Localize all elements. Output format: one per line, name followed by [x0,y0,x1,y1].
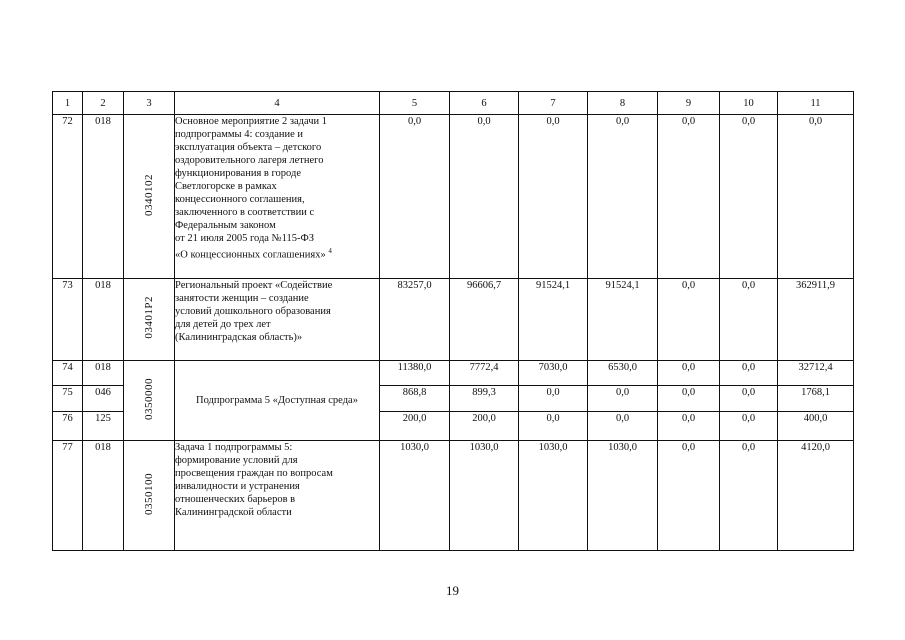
item-description: Региональный проект «Содействие занятости женщин – создание условий дошкольного образования для детей до трех лет (Калининградская область)» [175,279,380,361]
column-header: 10 [720,92,778,115]
value-cell: 4120,0 [778,441,854,551]
ministry-code: 018 [83,441,124,551]
column-header: 4 [175,92,380,115]
column-header: 1 [53,92,83,115]
row-number: 73 [53,279,83,361]
value-cell: 0,0 [720,115,778,279]
table-row [53,361,854,386]
value-cell: 868,8 [380,386,450,412]
row-number: 76 [53,412,83,441]
value-cell: 0,0 [658,412,720,441]
value-cell: 0,0 [658,115,720,279]
value-cell: 1030,0 [519,441,588,551]
value-cell: 0,0 [658,361,720,386]
target-article-code: 0340102 [142,173,155,216]
value-cell: 96606,7 [450,279,519,361]
item-description: Задача 1 подпрограммы 5: формирование условий для просвещения граждан по вопросам инвалидности и устранения отношенческих барьеров в Калининградской области [175,441,380,551]
ministry-code: 125 [83,412,124,441]
target-article-code: 0350000 [142,377,155,420]
table-row [53,115,854,279]
value-cell: 91524,1 [519,279,588,361]
target-article-code: 03401P2 [142,296,155,339]
value-cell: 0,0 [720,361,778,386]
subprogram-title: Подпрограмма 5 «Доступная среда» [175,361,380,441]
value-cell: 0,0 [658,441,720,551]
value-cell: 0,0 [658,279,720,361]
value-cell: 83257,0 [380,279,450,361]
value-cell: 0,0 [720,279,778,361]
target-article-cell [124,441,175,551]
value-cell: 1030,0 [380,441,450,551]
column-header: 6 [450,92,519,115]
column-header: 9 [658,92,720,115]
value-cell: 0,0 [588,115,658,279]
table-row [53,441,854,551]
value-cell: 32712,4 [778,361,854,386]
value-cell: 1768,1 [778,386,854,412]
value-cell: 0,0 [588,386,658,412]
target-article-cell [124,361,175,441]
table-row [53,279,854,361]
row-number: 77 [53,441,83,551]
value-cell: 7772,4 [450,361,519,386]
value-cell: 91524,1 [588,279,658,361]
budget-table [52,91,854,551]
row-number: 75 [53,386,83,412]
column-header: 11 [778,92,854,115]
value-cell: 0,0 [519,115,588,279]
value-cell: 362911,9 [778,279,854,361]
value-cell: 7030,0 [519,361,588,386]
value-cell: 200,0 [380,412,450,441]
value-cell: 0,0 [450,115,519,279]
column-header: 7 [519,92,588,115]
column-header: 3 [124,92,175,115]
footnote-mark: 4 [328,247,332,255]
ministry-code: 018 [83,115,124,279]
value-cell: 1030,0 [588,441,658,551]
value-cell: 899,3 [450,386,519,412]
target-article-code: 0350100 [142,472,155,515]
value-cell: 6530,0 [588,361,658,386]
value-cell: 0,0 [658,386,720,412]
value-cell: 0,0 [720,441,778,551]
value-cell: 400,0 [778,412,854,441]
value-cell: 200,0 [450,412,519,441]
value-cell: 1030,0 [450,441,519,551]
value-cell: 0,0 [380,115,450,279]
value-cell: 0,0 [588,412,658,441]
value-cell: 0,0 [519,412,588,441]
target-article-cell [124,115,175,279]
value-cell: 0,0 [720,412,778,441]
value-cell: 0,0 [778,115,854,279]
ministry-code: 018 [83,279,124,361]
column-header: 5 [380,92,450,115]
target-article-cell [124,279,175,361]
table-header-row [53,92,854,115]
ministry-code: 018 [83,361,124,386]
row-number: 74 [53,361,83,386]
value-cell: 0,0 [720,386,778,412]
value-cell: 11380,0 [380,361,450,386]
item-description: Основное мероприятие 2 задачи 1 подпрограммы 4: создание и эксплуатация объекта – детского оздоровительного лагеря летнего функционирования в городе Светлогорске в рамках концессионного соглашения, заключенного в соответствии с Федеральным законом от 21 июля 2005 года №115-ФЗ «О концессионных соглашениях» $^4$ [175,115,380,279]
ministry-code: 046 [83,386,124,412]
row-number: 72 [53,115,83,279]
column-header: 2 [83,92,124,115]
value-cell: 0,0 [519,386,588,412]
column-header: 8 [588,92,658,115]
page-number: 19 [446,583,459,598]
